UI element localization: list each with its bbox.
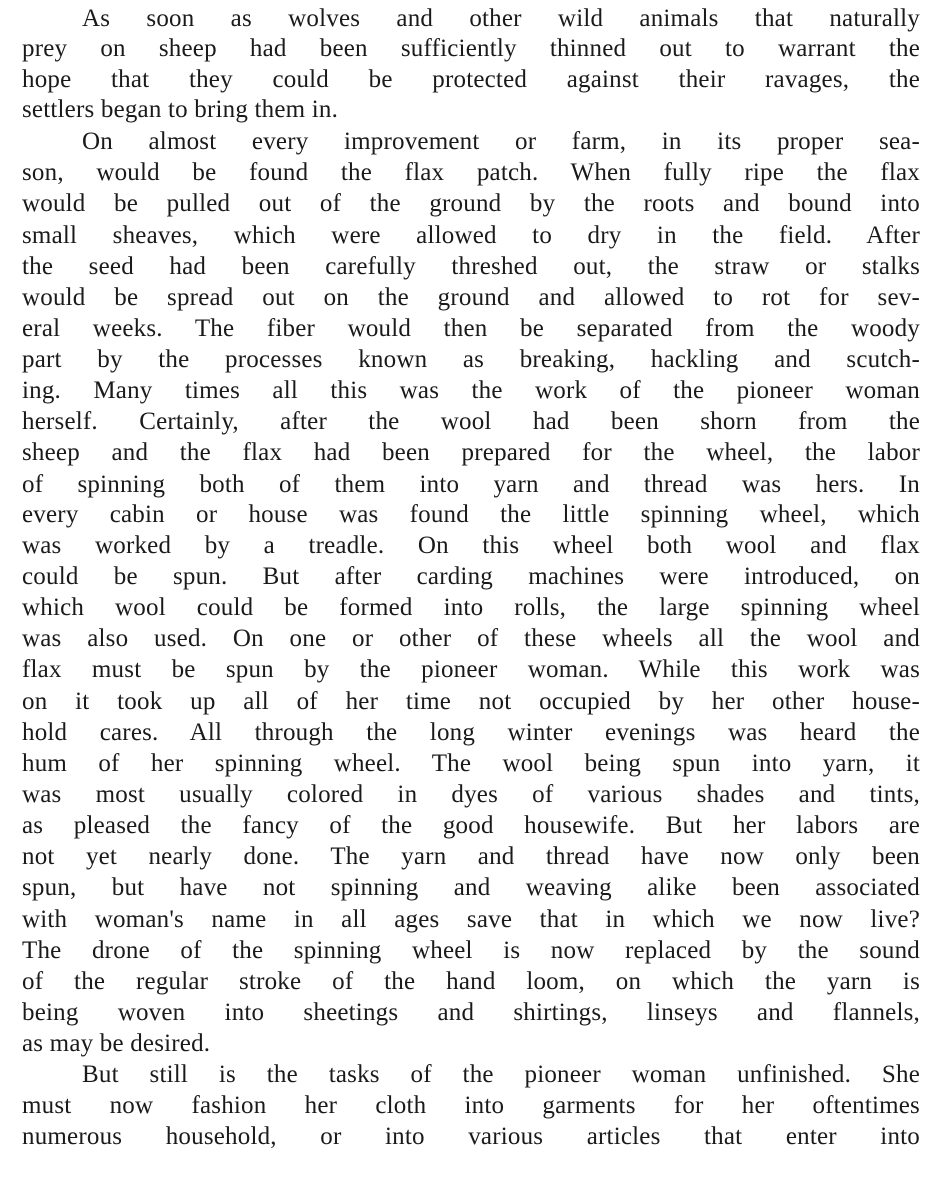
text-line: on it took up all of her time not occupied by her other house- (22, 688, 920, 715)
text-line: As soon as wolves and other wild animals that naturally (82, 5, 920, 32)
text-line: spun, but have not spinning and weaving alike been associated (22, 874, 920, 901)
text-line: was also used. On one or other of these wheels all the wool and (22, 625, 920, 652)
text-line: But still is the tasks of the pioneer woman unfinished. She (82, 1061, 920, 1088)
text-line: hold cares. All through the long winter evenings was heard the (22, 719, 920, 746)
text-line: son, would be found the flax patch. When fully ripe the flax (22, 159, 920, 186)
text-line: being woven into sheetings and shirtings, linseys and flannels, (22, 999, 920, 1026)
text-line: the seed had been carefully threshed out, the straw or stalks (22, 253, 920, 280)
text-line: with woman's name in all ages save that in which we now live? (22, 906, 920, 933)
text-line: On almost every improvement or farm, in its proper sea- (82, 128, 920, 155)
text-line: small sheaves, which were allowed to dry in the field. After (22, 222, 920, 249)
text-line: The drone of the spinning wheel is now replaced by the sound (22, 937, 920, 964)
text-line: was most usually colored in dyes of various shades and tints, (22, 781, 920, 808)
text-line: flax must be spun by the pioneer woman. While this work was (22, 656, 920, 683)
text-line: part by the processes known as breaking, hackling and scutch- (22, 346, 920, 373)
text-line: every cabin or house was found the little spinning wheel, which (22, 501, 920, 528)
text-line: as pleased the fancy of the good housewife. But her labors are (22, 812, 920, 839)
text-line: would be spread out on the ground and allowed to rot for sev- (22, 284, 920, 311)
text-line: of the regular stroke of the hand loom, on which the yarn is (22, 968, 920, 995)
text-line: ing. Many times all this was the work of the pioneer woman (22, 377, 920, 404)
text-line: as may be desired. (22, 1030, 211, 1057)
text-line: must now fashion her cloth into garments for her oftentimes (22, 1092, 920, 1119)
text-line: settlers began to bring them in. (22, 96, 339, 123)
text-line: not yet nearly done. The yarn and thread have now only been (22, 843, 920, 870)
text-line: hope that they could be protected against their ravages, the (22, 66, 920, 93)
text-line: prey on sheep had been sufficiently thinned out to warrant the (22, 35, 920, 62)
text-line: could be spun. But after carding machines were introduced, on (22, 563, 920, 590)
text-line: sheep and the flax had been prepared for the wheel, the labor (22, 439, 920, 466)
text-line: herself. Certainly, after the wool had been shorn from the (22, 408, 920, 435)
text-line: of spinning both of them into yarn and thread was hers. In (22, 471, 920, 498)
text-line: which wool could be formed into rolls, the large spinning wheel (22, 594, 920, 621)
text-line: would be pulled out of the ground by the roots and bound into (22, 190, 920, 217)
text-line: eral weeks. The fiber would then be separated from the woody (22, 315, 920, 342)
text-line: was worked by a treadle. On this wheel both wool and flax (22, 532, 920, 559)
text-line: hum of her spinning wheel. The wool being spun into yarn, it (22, 750, 920, 777)
text-line: numerous household, or into various articles that enter into (22, 1123, 920, 1150)
